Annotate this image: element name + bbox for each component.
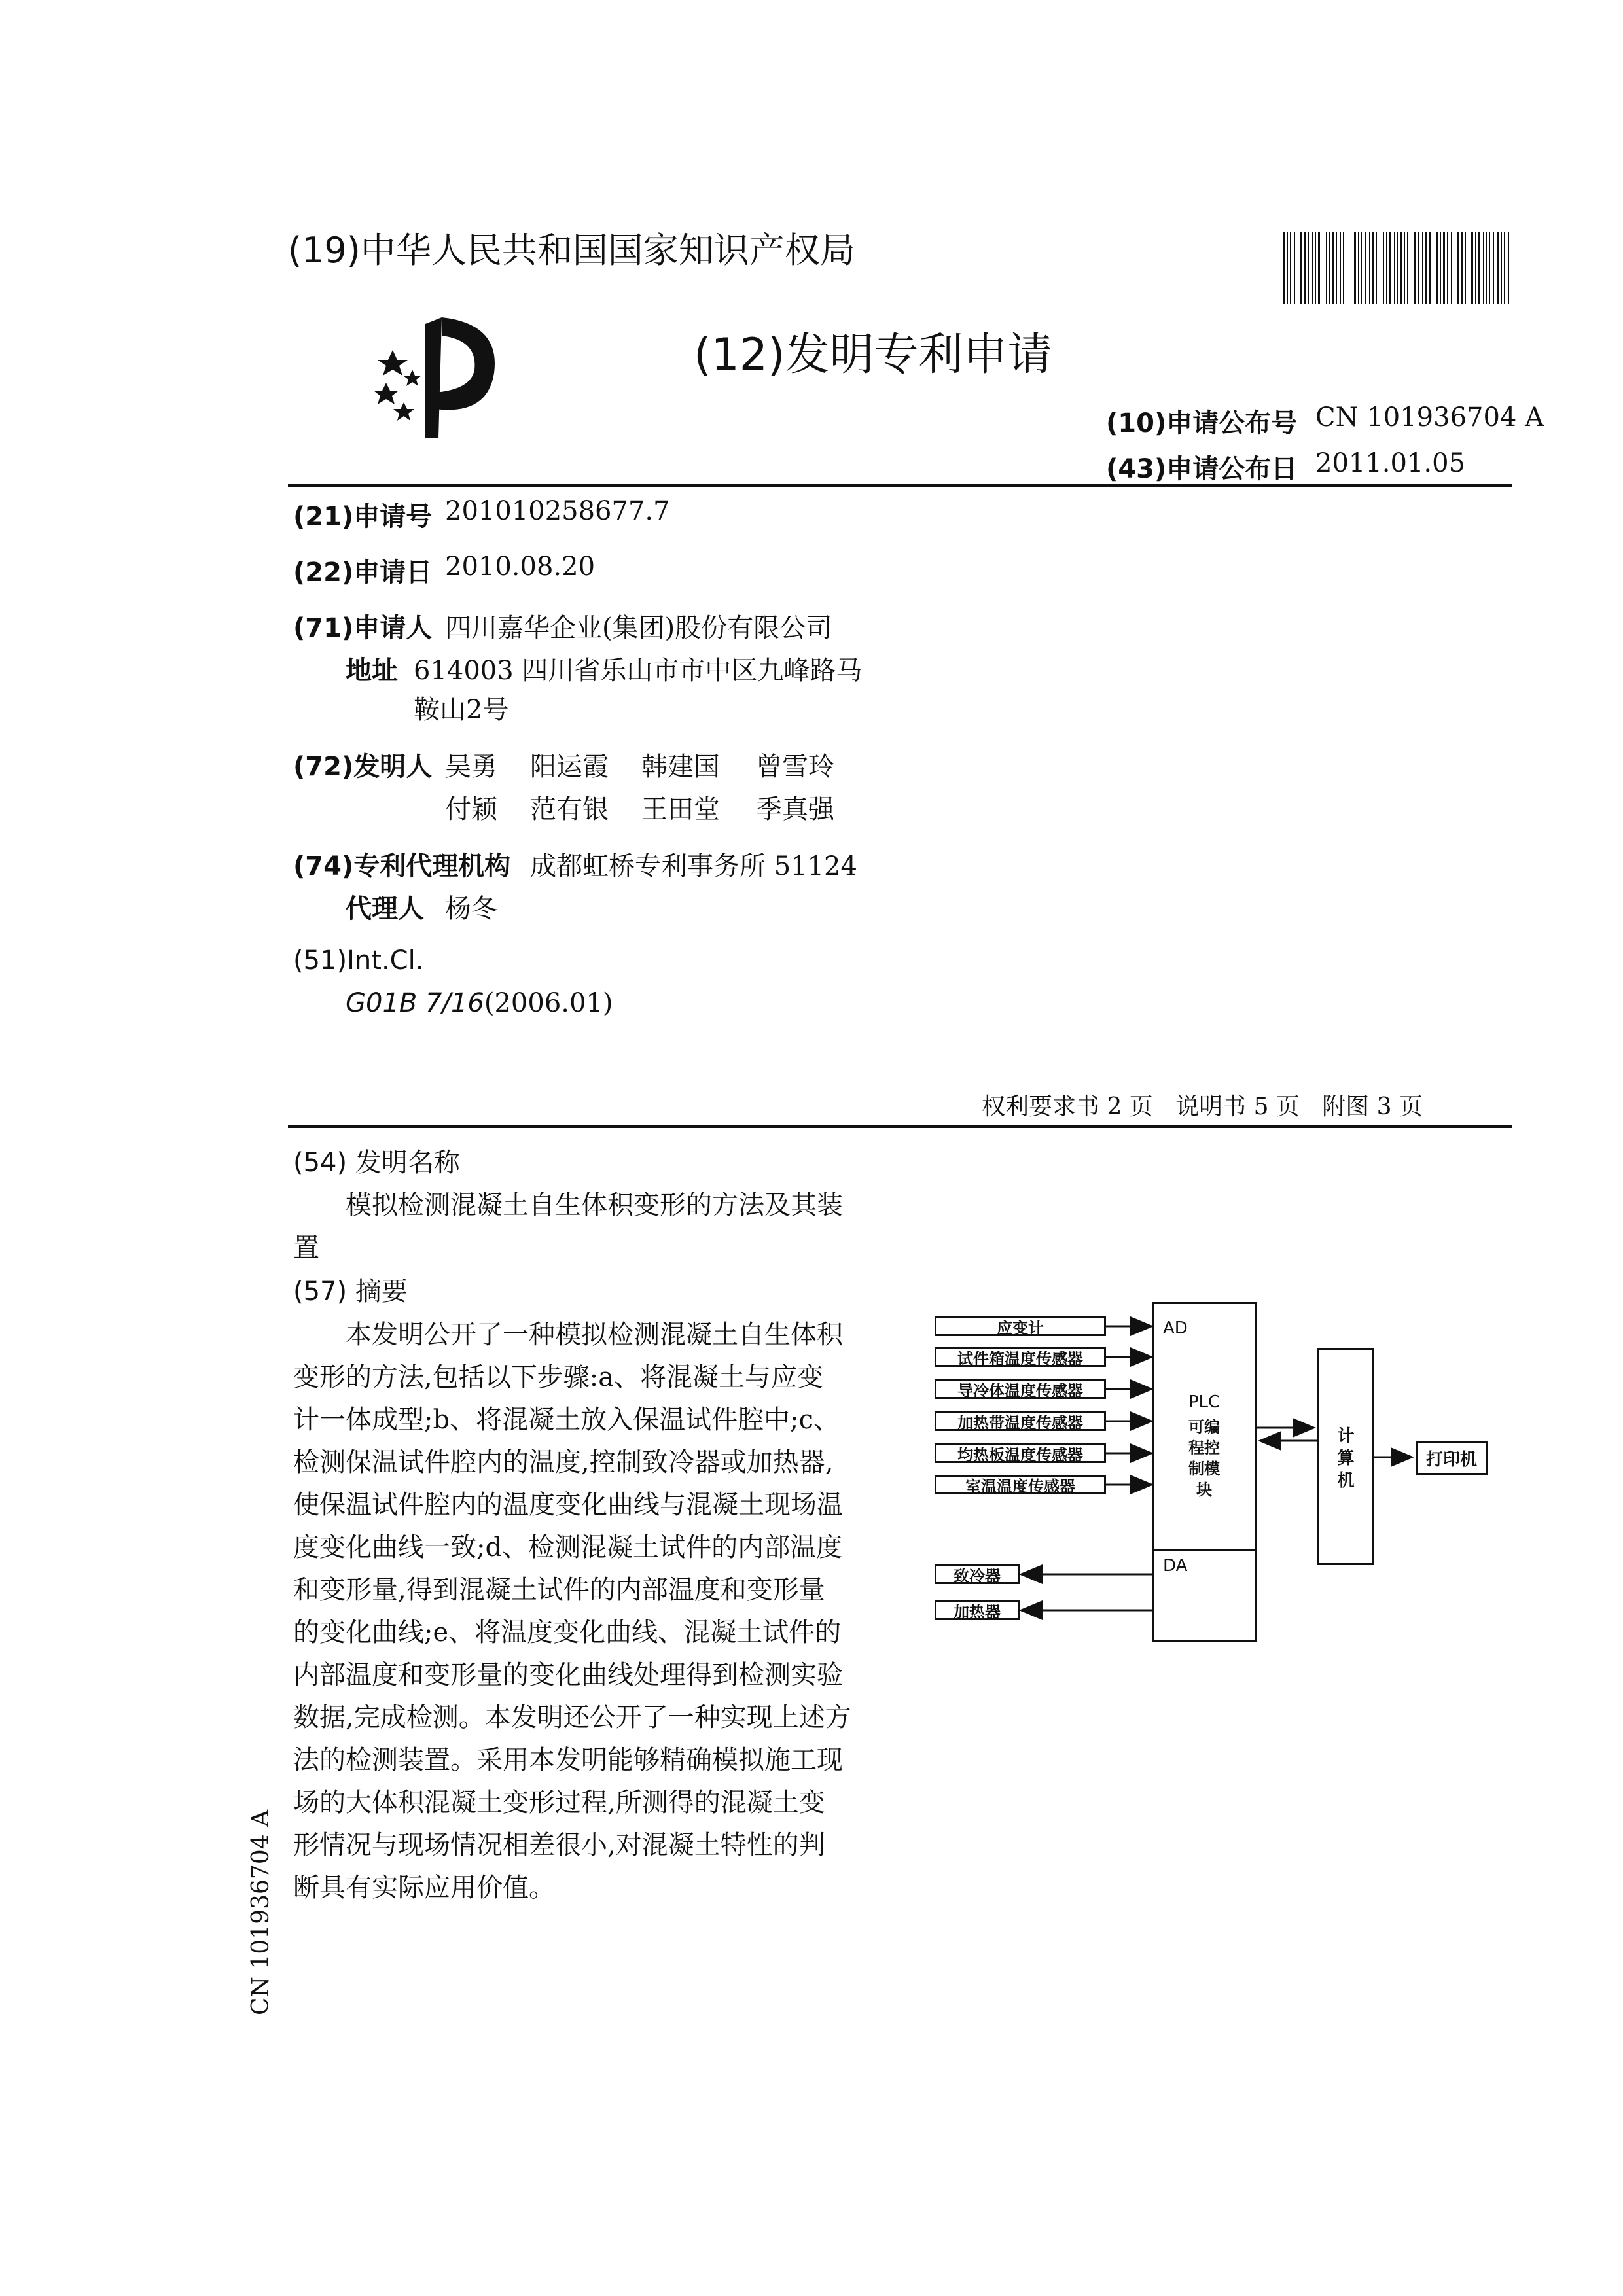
barcode-bar xyxy=(1475,232,1476,304)
invention-title-line1: 模拟检测混凝土自生体积变形的方法及其装 xyxy=(346,1190,843,1220)
abstract-line: 检测保温试件腔内的温度,控制致冷器或加热器, xyxy=(293,1447,834,1477)
address-label: 地址 xyxy=(346,656,398,686)
barcode-bar xyxy=(1300,232,1302,304)
side-pub-number: CN 101936704 A xyxy=(247,1809,274,2015)
ipc-version: (2006.01) xyxy=(484,988,613,1018)
barcode-bar xyxy=(1287,232,1288,304)
inventor-4: 曾雪玲 xyxy=(756,752,834,782)
barcode-bar xyxy=(1493,232,1494,304)
abstract-line: 度变化曲线一致;d、检测混凝土试件的内部温度 xyxy=(293,1532,843,1563)
barcode-bar xyxy=(1329,232,1330,304)
abstract-line: 使保温试件腔内的温度变化曲线与混凝土现场温 xyxy=(293,1490,843,1520)
barcode-bar xyxy=(1504,232,1505,304)
abstract-line: 场的大体积混凝土变形过程,所测得的混凝土变 xyxy=(293,1788,825,1818)
cnipa-logo xyxy=(363,311,514,442)
barcode-bar xyxy=(1447,232,1448,304)
document-type: (12)发明专利申请 xyxy=(694,329,1052,381)
barcode-bar xyxy=(1394,232,1395,304)
pub-no: CN 101936704 A xyxy=(1315,402,1544,433)
cooler-box: 致冷器 xyxy=(935,1564,1020,1584)
inventor-3: 韩建国 xyxy=(641,752,720,782)
abstract-line: 形情况与现场情况相差很小,对混凝土特性的判 xyxy=(293,1830,825,1860)
specimen-box-temp-sensor: 试件箱温度传感器 xyxy=(935,1347,1106,1367)
inventor-1: 吴勇 xyxy=(445,752,497,782)
pub-no-label: (10)申请公布号 xyxy=(1106,408,1298,438)
section-rule xyxy=(288,1125,1512,1128)
invention-title-line2: 置 xyxy=(293,1233,319,1263)
inventor-5: 付颖 xyxy=(445,794,497,824)
barcode-bar xyxy=(1283,232,1285,304)
printer-box: 打印机 xyxy=(1416,1441,1488,1475)
barcode-bar xyxy=(1315,232,1316,304)
plc-description: 可编 程控 制模 块 xyxy=(1188,1418,1220,1499)
barcode-bar xyxy=(1312,232,1313,304)
barcode-bar xyxy=(1304,232,1306,304)
agent: 杨冬 xyxy=(445,894,497,924)
barcode-bar xyxy=(1461,232,1463,304)
abstract-line: 变形的方法,包括以下步骤:a、将混凝土与应变 xyxy=(293,1362,824,1392)
barcode-bar xyxy=(1436,232,1438,304)
filing-date: 2010.08.20 xyxy=(445,552,596,582)
barcode-bar xyxy=(1386,232,1387,304)
ipc-class: G01B 7/16 xyxy=(346,988,484,1018)
applicant-label: (71)申请人 xyxy=(293,613,433,643)
agency-label: (74)专利代理机构 xyxy=(293,851,511,881)
barcode-bar xyxy=(1414,232,1416,304)
strain-gauge-box: 应变计 xyxy=(935,1316,1106,1336)
barcode-bar xyxy=(1365,232,1366,304)
barcode-bar xyxy=(1361,232,1362,304)
agency: 成都虹桥专利事务所 51124 xyxy=(530,851,857,881)
abstract-line: 内部温度和变形量的变化曲线处理得到检测实验 xyxy=(293,1660,843,1690)
abstract-line: 断具有实际应用价值。 xyxy=(293,1873,555,1903)
barcode-bar xyxy=(1294,232,1295,304)
barcode-bar xyxy=(1404,232,1405,304)
barcode-bar xyxy=(1425,232,1427,304)
barcode-bar xyxy=(1343,232,1344,304)
barcode-bar xyxy=(1407,232,1408,304)
heat-plate-temp-sensor: 均热板温度传感器 xyxy=(935,1443,1106,1463)
computer-box: 计 算 机 xyxy=(1317,1348,1374,1565)
agent-label: 代理人 xyxy=(346,894,424,924)
barcode-bar xyxy=(1372,232,1374,304)
block-diagram xyxy=(929,1302,1492,1669)
applicant: 四川嘉华企业(集团)股份有限公司 xyxy=(445,613,832,643)
barcode-bar xyxy=(1457,232,1459,304)
abstract-line: 本发明公开了一种模拟检测混凝土自生体积 xyxy=(346,1320,843,1350)
da-label: DA xyxy=(1163,1556,1188,1576)
office-name: (19)中华人民共和国国家知识产权局 xyxy=(288,230,855,271)
inventor-label: (72)发明人 xyxy=(293,752,433,782)
barcode-bar xyxy=(1383,232,1384,304)
ipc-label: (51)Int.Cl. xyxy=(293,945,424,976)
barcode-bar xyxy=(1336,232,1337,304)
header-rule xyxy=(288,484,1512,487)
barcode-bar xyxy=(1429,232,1431,304)
abstract-line: 法的检测装置。采用本发明能够精确模拟施工现 xyxy=(293,1745,843,1775)
barcode-bar xyxy=(1397,232,1398,304)
ad-da-divider xyxy=(1154,1549,1255,1551)
barcode-bar xyxy=(1501,232,1502,304)
heater-box: 加热器 xyxy=(935,1600,1020,1620)
pub-date: 2011.01.05 xyxy=(1315,448,1466,478)
barcode-bar xyxy=(1422,232,1423,304)
barcode-bar xyxy=(1358,232,1359,304)
page-counts: 权利要求书 2 页 说明书 5 页 附图 3 页 xyxy=(982,1093,1423,1120)
inventor-2: 阳运霞 xyxy=(530,752,609,782)
abstract-line: 数据,完成检测。本发明还公开了一种实现上述方 xyxy=(293,1703,851,1733)
barcode-bar xyxy=(1376,232,1377,304)
inventor-7: 王田堂 xyxy=(641,794,720,824)
barcode-bar xyxy=(1332,232,1334,304)
barcode-bar xyxy=(1369,232,1370,304)
address-line1: 614003 四川省乐山市市中区九峰路马 xyxy=(414,656,863,686)
barcode-bar xyxy=(1389,232,1391,304)
barcode-bar xyxy=(1354,232,1356,304)
barcode-bar xyxy=(1471,232,1473,304)
inventor-6: 范有银 xyxy=(530,794,609,824)
barcode-bar xyxy=(1508,232,1509,304)
barcode-bar xyxy=(1318,232,1320,304)
barcode-bar xyxy=(1443,232,1445,304)
abstract-line: 和变形量,得到混凝土试件的内部温度和变形量 xyxy=(293,1575,825,1605)
abstract-line: 的变化曲线;e、将温度变化曲线、混凝土试件的 xyxy=(293,1617,842,1648)
abstract-line: 计一体成型;b、将混凝土放入保温试件腔中;c、 xyxy=(293,1405,840,1435)
inventor-8: 季真强 xyxy=(756,794,834,824)
barcode-bar xyxy=(1465,232,1466,304)
plc-label: PLC xyxy=(1188,1392,1221,1412)
barcode-bar xyxy=(1290,232,1291,304)
barcode-bar xyxy=(1451,232,1452,304)
abstract-label: (57) 摘要 xyxy=(293,1277,408,1307)
app-no: 201010258677.7 xyxy=(445,496,670,526)
barcode-bar xyxy=(1308,232,1309,304)
filing-date-label: (22)申请日 xyxy=(293,557,433,588)
barcode-bar xyxy=(1483,232,1484,304)
plc-module xyxy=(1152,1302,1257,1642)
barcode-bar xyxy=(1489,232,1490,304)
barcode-bar xyxy=(1326,232,1327,304)
app-no-label: (21)申请号 xyxy=(293,502,433,532)
ad-label: AD xyxy=(1163,1318,1188,1338)
barcode xyxy=(1283,232,1515,304)
pub-date-label: (43)申请公布日 xyxy=(1106,454,1298,484)
cooling-body-temp-sensor: 导冷体温度传感器 xyxy=(935,1379,1106,1399)
barcode-bar xyxy=(1440,232,1441,304)
title-label: (54) 发明名称 xyxy=(293,1148,460,1178)
barcode-bar xyxy=(1497,232,1499,304)
barcode-bar xyxy=(1340,232,1341,304)
address-line2: 鞍山2号 xyxy=(414,695,509,725)
barcode-bar xyxy=(1478,232,1480,304)
barcode-bar xyxy=(1418,232,1419,304)
barcode-bar xyxy=(1400,232,1402,304)
room-temp-sensor: 室温温度传感器 xyxy=(935,1475,1106,1494)
heating-band-temp-sensor: 加热带温度传感器 xyxy=(935,1411,1106,1431)
barcode-bar xyxy=(1486,232,1487,304)
